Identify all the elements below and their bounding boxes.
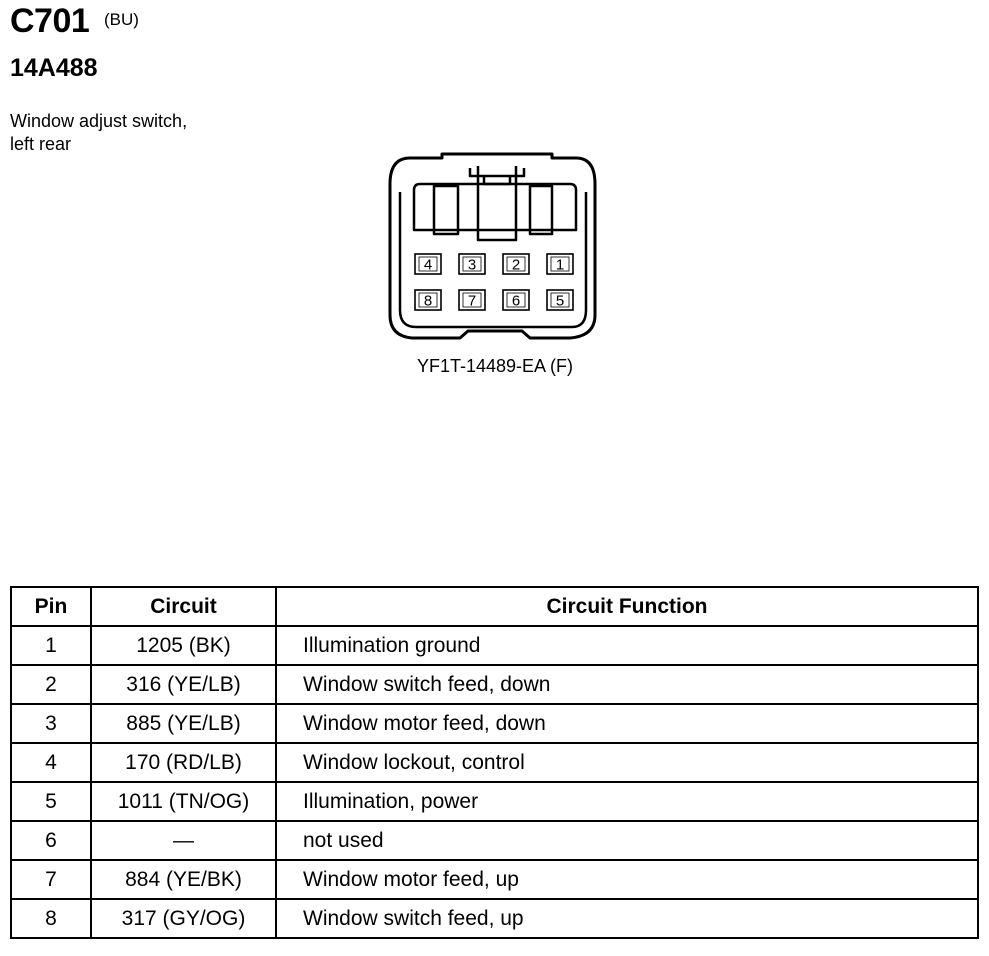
pin-cell: 7 (11, 860, 91, 899)
table-row (11, 665, 978, 704)
function-cell: not used (276, 821, 978, 860)
circuit-cell: 884 (YE/BK) (91, 860, 276, 899)
pin-number-2: 2 (511, 256, 521, 274)
connector-description (10, 110, 187, 156)
table-row (11, 821, 978, 860)
function-cell: Window motor feed, down (276, 704, 978, 743)
pin-cell: 6 (11, 821, 91, 860)
connector-part-label: YF1T-14489-EA (F) (416, 356, 574, 376)
table-row (11, 782, 978, 821)
description-line-2: left rear (10, 134, 72, 154)
pin-number-7: 7 (467, 292, 477, 310)
pin-cavity-grid (415, 254, 573, 310)
function-cell: Illumination ground (276, 626, 978, 665)
table-row (11, 860, 978, 899)
function-cell: Window switch feed, up (276, 899, 978, 938)
connector-id: C701 (10, 2, 90, 40)
part-number: 14A488 (10, 54, 98, 82)
pin-number-8: 8 (423, 292, 433, 310)
table-row (11, 626, 978, 665)
pinout-table (10, 586, 979, 939)
circuit-cell: 170 (RD/LB) (91, 743, 276, 782)
table-row (11, 743, 978, 782)
circuit-cell: 317 (GY/OG) (91, 899, 276, 938)
pin-cell: 2 (11, 665, 91, 704)
table-row (11, 899, 978, 938)
color-code: (BU) (104, 10, 139, 29)
header-circuit-function: Circuit Function (276, 587, 978, 626)
table-row (11, 704, 978, 743)
circuit-cell: — (91, 821, 276, 860)
pin-number-4: 4 (423, 256, 433, 274)
connector-left-tab (434, 186, 458, 234)
pin-cell: 5 (11, 782, 91, 821)
function-cell: Window switch feed, down (276, 665, 978, 704)
pin-cell: 1 (11, 626, 91, 665)
pin-cell: 8 (11, 899, 91, 938)
connector-face-diagram (380, 150, 610, 350)
pin-cell: 3 (11, 704, 91, 743)
header-pin: Pin (11, 587, 91, 626)
connector-right-tab (530, 186, 552, 234)
function-cell: Illumination, power (276, 782, 978, 821)
circuit-cell: 885 (YE/LB) (91, 704, 276, 743)
header-circuit: Circuit (91, 587, 276, 626)
circuit-cell: 1205 (BK) (91, 626, 276, 665)
circuit-cell: 316 (YE/LB) (91, 665, 276, 704)
pin-number-5: 5 (555, 292, 565, 310)
pin-cell: 4 (11, 743, 91, 782)
pin-number-3: 3 (467, 256, 477, 274)
pin-number-1: 1 (555, 256, 565, 274)
table-header-row (11, 587, 978, 626)
function-cell: Window lockout, control (276, 743, 978, 782)
pin-number-6: 6 (511, 292, 521, 310)
circuit-cell: 1011 (TN/OG) (91, 782, 276, 821)
function-cell: Window motor feed, up (276, 860, 978, 899)
description-line-1: Window adjust switch, (10, 111, 188, 131)
